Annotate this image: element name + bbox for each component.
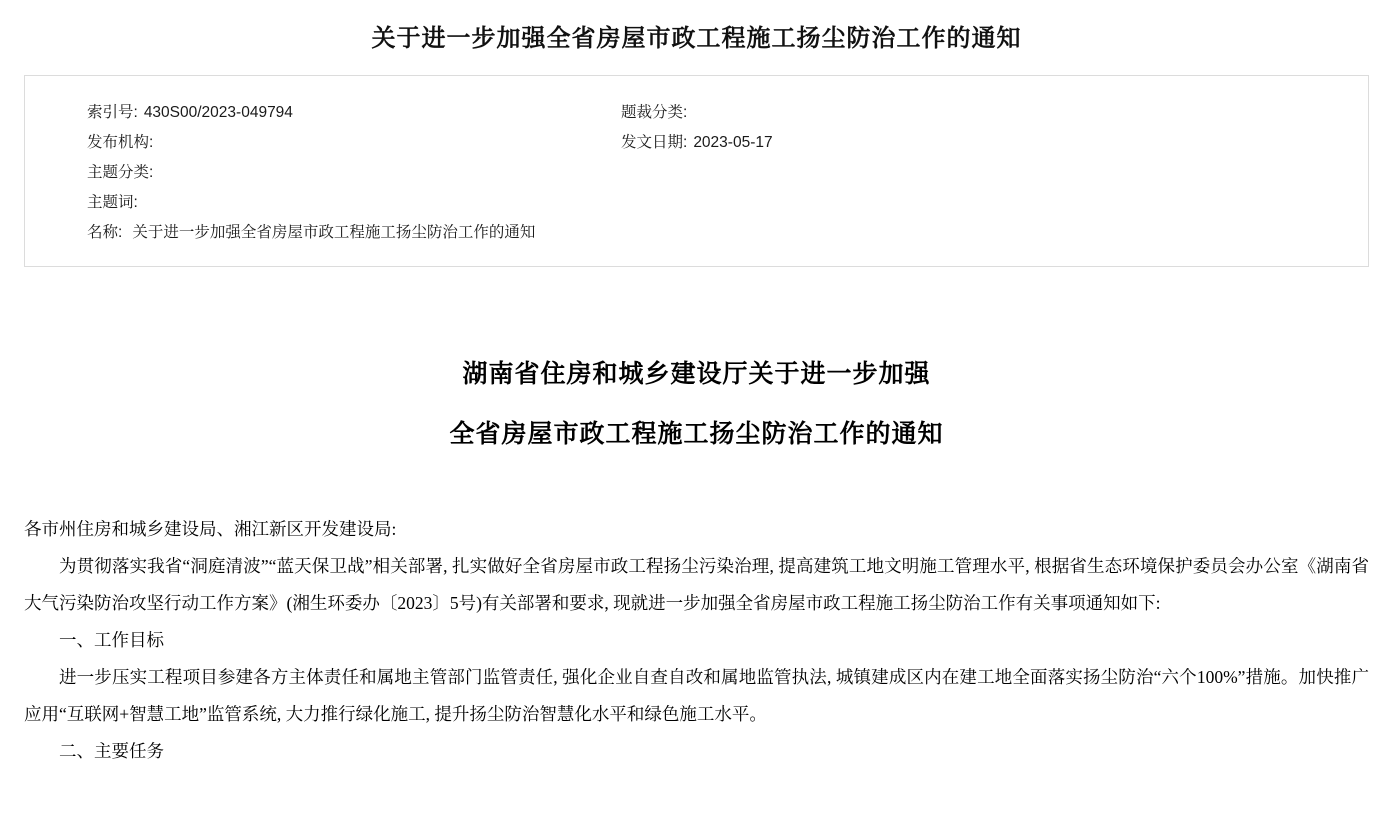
body-paragraph-2: 进一步压实工程项目参建各方主体责任和属地主管部门监管责任, 强化企业自查自改和属地监管执法, 城镇建成区内在建工地全面落实扬尘防治“六个100%”措施。加快推广应用“互联网+智慧工地”监管系统, 大力推行绿化施工, 提升扬尘防治智慧化水平和绿色施工水平。: [24, 667, 1369, 724]
metadata-cell-index: [25, 98, 615, 128]
metadata-label-index: 索引号:: [87, 104, 138, 121]
metadata-row: [25, 158, 1368, 188]
metadata-cell-topic-category: [25, 158, 615, 188]
metadata-row: [25, 128, 1368, 158]
body-heading-2: 二、主要任务: [59, 741, 164, 761]
metadata-cell-publisher: [25, 128, 615, 158]
official-heading-line-1: 湖南省住房和城乡建设厅关于进一步加强: [462, 361, 931, 388]
body-paragraph-1: 为贯彻落实我省“洞庭清波”“蓝天保卫战”相关部署, 扎实做好全省房屋市政工程扬尘污染治理, 提高建筑工地文明施工管理水平, 根据省生态环境保护委员会办公室《湖南省大气污染防治攻坚行动工作方案》(湘生环委办〔2023〕5号)有关部署和要求, 现就进一步加强全省房屋市政工程施工扬尘防治工作有关事项通知如下:: [24, 556, 1369, 613]
metadata-row: [25, 98, 1368, 128]
metadata-cell-genre: [615, 98, 1368, 128]
official-document-heading: [0, 345, 1393, 465]
metadata-value-date: 2023-05-17: [693, 134, 773, 151]
metadata-cell-keywords: [25, 188, 615, 218]
metadata-cell-name: [25, 218, 615, 248]
document-body: [24, 511, 1369, 770]
document-metadata-box: [24, 75, 1369, 267]
metadata-label-keywords: 主题词:: [87, 194, 138, 211]
metadata-row: [25, 188, 1368, 218]
metadata-label-genre: 题裁分类:: [621, 104, 688, 121]
body-salutation: 各市州住房和城乡建设局、湘江新区开发建设局:: [24, 519, 397, 539]
body-heading-1: 一、工作目标: [59, 630, 164, 650]
metadata-cell-date: [615, 128, 1368, 158]
metadata-label-name: 名称:: [87, 224, 123, 241]
official-heading-line-2: 全省房屋市政工程施工扬尘防治工作的通知: [449, 421, 944, 448]
metadata-label-date: 发文日期:: [621, 134, 688, 151]
metadata-grid: [25, 98, 1368, 248]
metadata-label-publisher: 发布机构:: [87, 134, 154, 151]
page-title: 关于进一步加强全省房屋市政工程施工扬尘防治工作的通知: [371, 25, 1022, 52]
metadata-value-name: 关于进一步加强全省房屋市政工程施工扬尘防治工作的通知: [132, 224, 536, 241]
metadata-label-topic-category: 主题分类:: [87, 164, 154, 181]
metadata-row: [25, 218, 1368, 248]
metadata-value-index: 430S00/2023-049794: [143, 104, 293, 121]
